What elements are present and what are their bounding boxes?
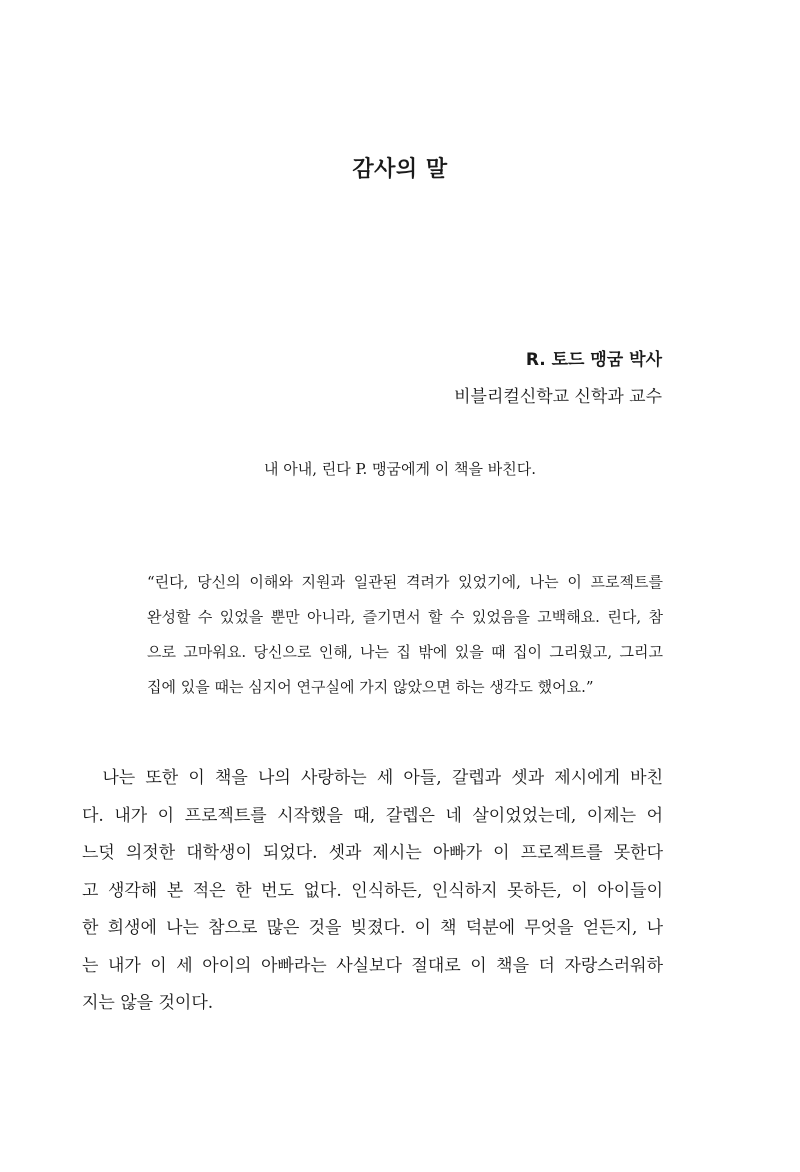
body-line: 지는 않을 것이다. [82,993,214,1013]
body-line: 느덧 의젓한 대학생이 되었다. 셋과 제시는 아빠가 이 프로젝트를 못한다 [82,843,663,863]
quote-line: 완성할 수 있었을 뿐만 아니라, 즐기면서 할 수 있었음을 고백해요. 린다, 참 [147,608,663,626]
author-affiliation: 비블리컬신학교 신학과 교수 [454,387,662,407]
author-name: R. 토드 맹굼 박사 [525,350,662,370]
body-line: 다. 내가 이 프로젝트를 시작했을 때, 갈렙은 네 살이었었는데, 이제는 어 [82,805,663,826]
quote-line: 집에 있을 때는 심지어 연구실에 가지 않았으면 하는 생각도 했어요.” [147,678,594,696]
body-paragraph [82,760,663,1023]
dedication-quote [147,565,663,705]
quote-line: 으로 고마워요. 당신으로 인해, 나는 집 밖에 있을 때 집이 그리웠고, 그리고 [147,643,663,661]
quote-line: “린다, 당신의 이해와 지원과 일관된 격려가 있었기에, 나는 이 프로젝트를 [147,573,663,591]
body-line: 한 희생에 나는 참으로 많은 것을 빚졌다. 이 책 덕분에 무엇을 얻든지, 나 [82,918,663,938]
body-line: 는 내가 이 세 아이의 아빠라는 사실보다 절대로 이 책을 더 자랑스러워하 [82,955,663,976]
body-line: 고 생각해 본 적은 한 번도 없다. 인식하든, 인식하지 못하든, 이 아이들이 [82,880,663,901]
page-title: 감사의 말 [352,157,448,182]
dedication-line: 내 아내, 린다 P. 맹굼에게 이 책을 바친다. [263,460,537,478]
body-line: 나는 또한 이 책을 나의 사랑하는 세 아들, 갈렙과 셋과 제시에게 바친 [82,768,663,788]
